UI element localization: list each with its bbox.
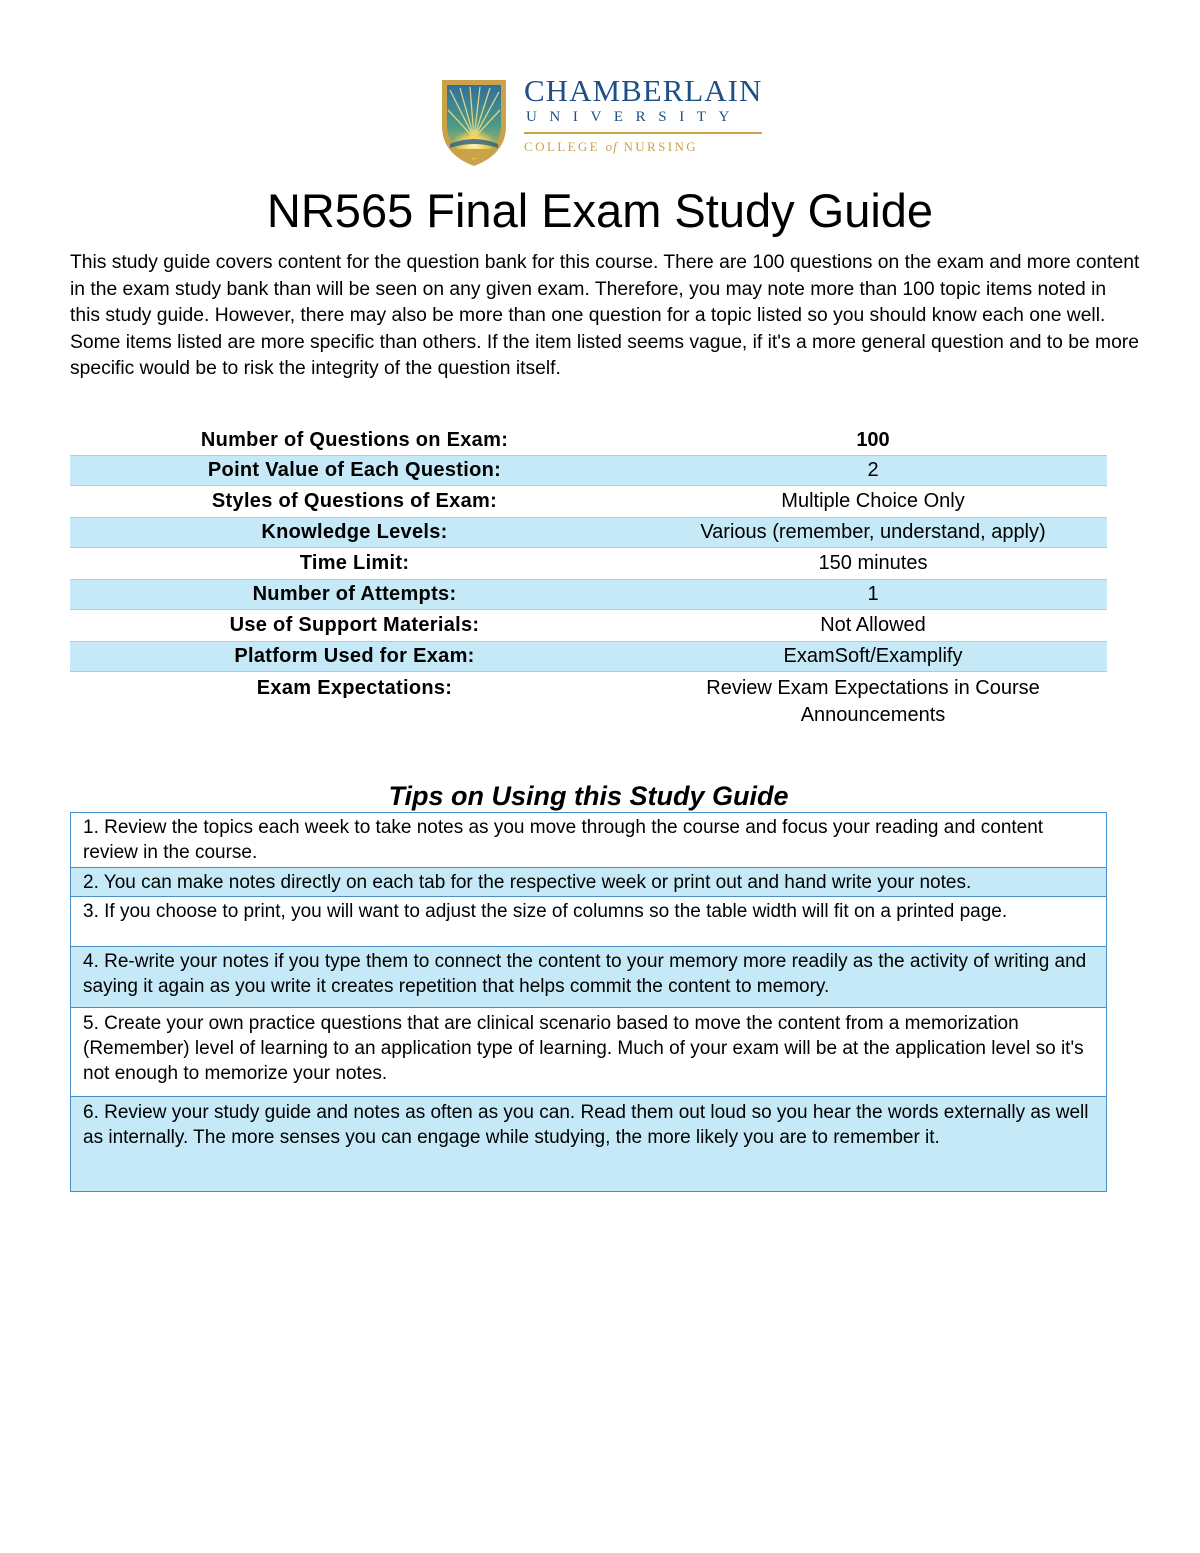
fact-label: Point Value of Each Question: (207, 459, 502, 481)
tips-heading: Tips on Using this Study Guide (388, 781, 789, 811)
fact-value: 2 (867, 459, 879, 481)
fact-label: Number of Questions on Exam: (200, 429, 509, 451)
fact-row-styles (70, 486, 1107, 517)
tip-item: 3. If you choose to print, you will want to adjust the size of columns so the table width will fit on a printed page. (70, 896, 1107, 948)
fact-label: Number of Attempts: (252, 583, 457, 605)
fact-row-support (70, 610, 1107, 641)
page-title: NR565 Final Exam Study Guide (266, 184, 934, 237)
shield-crest-icon (438, 76, 510, 168)
fact-label: Platform Used for Exam: (234, 645, 475, 667)
fact-row-point-value (70, 455, 1107, 486)
fact-value: 150 minutes (818, 552, 928, 574)
logo-college (524, 139, 768, 155)
university-logo (438, 73, 768, 168)
fact-row-platform (70, 641, 1107, 672)
fact-value: ExamSoft/Examplify (783, 645, 963, 667)
logo-divider (524, 132, 762, 134)
exam-facts-table (70, 425, 1107, 729)
fact-value: 100 (856, 429, 890, 451)
fact-label: Use of Support Materials: (229, 614, 480, 636)
logo-college-of: of (605, 138, 618, 154)
tip-item: 6. Review your study guide and notes as often as you can. Read them out loud so you hear the words externally as well as internally. The more senses you can engage while studying, the more likely you are to remember it. (70, 1096, 1107, 1192)
tip-item: 4. Re-write your notes if you type them to connect the content to your memory more readily as the activity of writing and saying it again as you write it creates repetition that helps commit the content to memory. (70, 946, 1107, 1008)
logo-wordmark (524, 73, 768, 155)
fact-label: Knowledge Levels: (261, 521, 448, 543)
tip-item: 1. Review the topics each week to take notes as you move through the course and focus your reading and content review in the course. (70, 812, 1107, 869)
logo-college-pre: COLLEGE (524, 138, 601, 154)
fact-label: Styles of Questions of Exam: (211, 490, 498, 512)
fact-label: Time Limit: (299, 552, 410, 574)
fact-value: Various (remember, understand, apply) (700, 521, 1046, 543)
tips-table (70, 813, 1107, 1192)
logo-university: UNIVERSITY (526, 109, 742, 125)
fact-row-questions (70, 425, 1107, 455)
fact-value: Not Allowed (820, 614, 926, 636)
fact-row-expectations (70, 672, 1107, 729)
fact-row-time-limit (70, 548, 1107, 579)
logo-college-post: NURSING (623, 138, 699, 154)
tip-item: 2. You can make notes directly on each tab for the respective week or print out and hand write your notes. (70, 867, 1107, 897)
fact-row-knowledge (70, 517, 1107, 548)
fact-value: 1 (867, 583, 879, 605)
tip-item: 5. Create your own practice questions that are clinical scenario based to move the content from a memorization (Remember) level of learning to an application type of learning. Much of your exam will be at the application level so it's not enough to memorize your notes. (70, 1007, 1107, 1098)
fact-label: Exam Expectations: (256, 677, 453, 699)
intro-paragraph: This study guide covers content for the question bank for this course. There are 100 questions on the exam and more content in the exam study bank than will be seen on any given exam. Therefore, you may note more than 100 topic items noted in this study guide. However, there may also be more than one question for a topic listed so you should know each one well. Some items listed are more specific than others. If the item listed seems vague, if it's a more general question and to be more specific would be to risk the integrity of the question itself. (70, 252, 1140, 380)
fact-row-attempts (70, 579, 1107, 610)
logo-name: CHAMBERLAIN (524, 73, 763, 108)
fact-value: Multiple Choice Only (781, 490, 965, 512)
fact-value: Review Exam Expectations in Course Announcements (706, 677, 1040, 726)
